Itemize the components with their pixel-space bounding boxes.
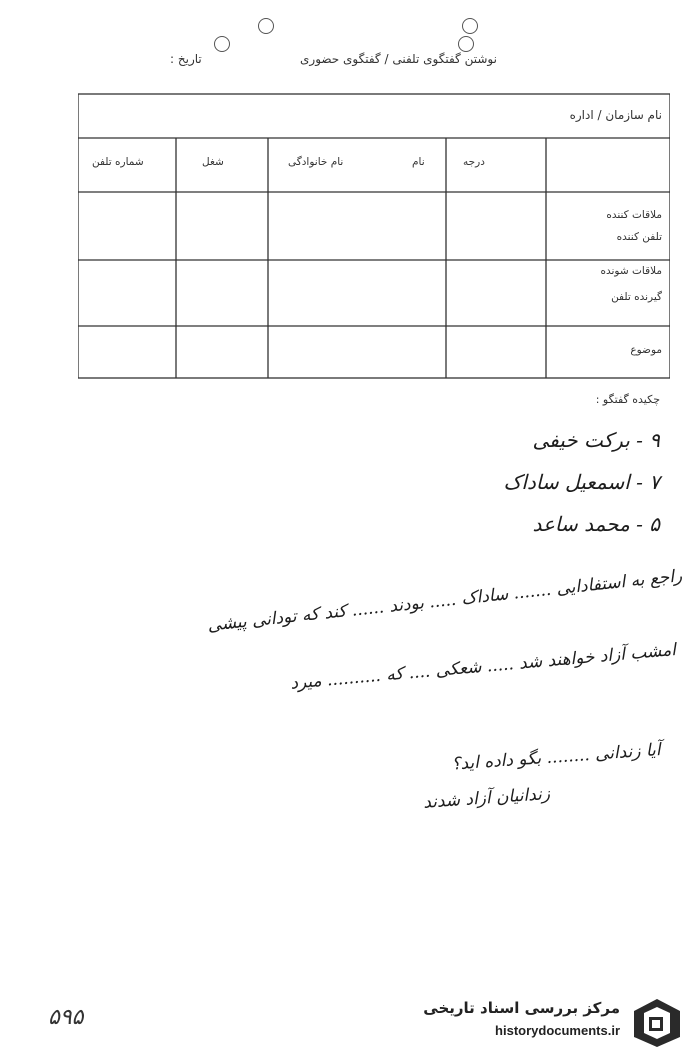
punch-hole [214,36,230,52]
form-type-heading: نوشتن گفتگوی تلفنی / گفتگوی حضوری [300,52,497,66]
handwritten-paragraph-line: آیا زندانی ........ بگو داده اید؟ [450,740,661,775]
handwritten-paragraph-line: راجع به استفادایی ....... ساداک ..... بودند ...... کند که تودانی پیشی [206,566,684,636]
col-last-name: نام خانوادگی [288,156,344,168]
col-rank: درجه [463,156,485,168]
row-visited: ملاقات شونده [600,265,662,277]
handwritten-list-item: ۷ - اسمعیل ساداک [503,470,660,494]
col-phone: شماره تلفن [92,156,144,168]
watermark-logo [410,995,690,1051]
handwritten-list-item: ۹ - برکت خیفی [532,428,660,452]
page-number: ۵۹۵ [48,1005,84,1030]
handwritten-paragraph-line: زندانیان آزاد شدند [422,784,551,813]
form-grid-lines [78,92,670,380]
punch-hole [258,18,274,34]
watermark-title: مرکز بررسی اسناد تاریخی [423,999,620,1017]
punch-hole [458,36,474,52]
watermark-url: historydocuments.ir [495,1023,620,1038]
handwritten-list-item: ۵ - محمد ساعد [532,512,660,536]
row-visitor: ملاقات کننده [606,209,662,221]
col-job: شغل [202,156,224,168]
handwritten-paragraph-line: امشب آزاد خواهند شد ..... شعکی .... که .......... میرد [289,640,677,694]
org-label: نام سازمان / اداره [569,108,662,122]
form-table [78,92,670,380]
date-label: تاریخ : [170,52,202,66]
row-subject: موضوع [630,344,662,356]
archive-logo-icon [630,997,684,1049]
row-caller: تلفن کننده [616,231,662,243]
summary-label: چکیده گفتگو : [595,393,660,406]
row-receiver: گیرنده تلفن [611,291,662,303]
punch-hole [462,18,478,34]
col-first-name: نام [412,156,425,168]
